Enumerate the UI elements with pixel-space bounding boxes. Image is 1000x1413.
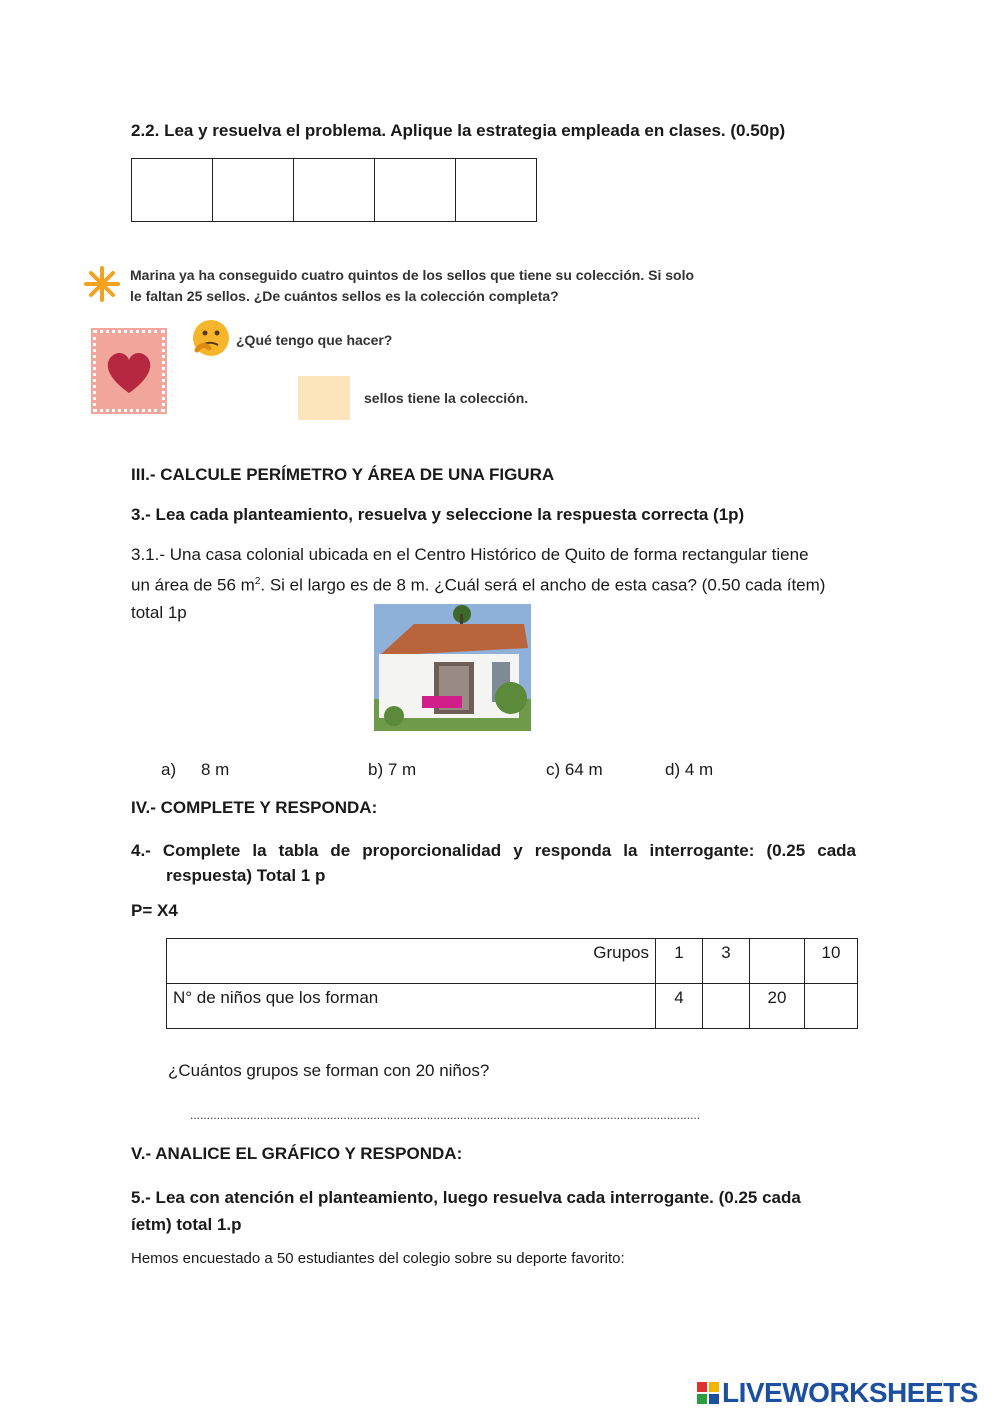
- section-4-title: IV.- COMPLETE Y RESPONDA:: [131, 798, 378, 817]
- answer-box[interactable]: [298, 376, 350, 420]
- table-cell: 4: [656, 984, 703, 1029]
- section-5-instruction-line-1: 5.- Lea con atención el planteamiento, luego resuelva cada interrogante. (0.25 cada: [131, 1188, 801, 1207]
- section-3-title: III.- CALCULE PERÍMETRO Y ÁREA DE UNA FIGURA: [131, 465, 555, 484]
- section-4-instruction-line-2: respuesta) Total 1 p: [166, 866, 326, 885]
- section-4-instruction-line-1: 4.- Complete la tabla de proporcionalidad y responda la interrogante: (0.25 cada: [131, 841, 856, 860]
- strategy-box[interactable]: [456, 159, 536, 221]
- stamp-heart-image: [93, 330, 165, 412]
- table-cell: 20: [750, 984, 805, 1029]
- table-cell-header: N° de niños que los forman: [167, 984, 656, 1029]
- strategy-box[interactable]: [294, 159, 375, 221]
- problem-3-1-part2: . Si el largo es de 8 m. ¿Cuál será el ancho de esta casa? (0.50 cada ítem) total 1p: [131, 575, 826, 622]
- section-3-instruction: 3.- Lea cada planteamiento, resuelva y seleccione la respuesta correcta (1p): [131, 505, 745, 524]
- table-row: [167, 939, 858, 984]
- section-2-2-heading: 2.2. Lea y resuelva el problema. Aplique la estrategia empleada en clases. (0.50p): [131, 121, 786, 140]
- option-a-value[interactable]: 8 m: [201, 760, 230, 779]
- strategy-box[interactable]: [375, 159, 456, 221]
- option-b[interactable]: [368, 756, 416, 783]
- table-row: [167, 984, 858, 1029]
- thinking-face-icon: [193, 320, 229, 356]
- table-cell-blank[interactable]: [805, 984, 858, 1029]
- section-5-title: V.- ANALICE EL GRÁFICO Y RESPONDA:: [131, 1144, 463, 1163]
- table-cell-header: Grupos: [167, 939, 656, 984]
- section-5-instruction-line-2: íetm) total 1.p: [131, 1215, 242, 1234]
- brand-name[interactable]: LIVEWORKSHEETS: [722, 1377, 978, 1408]
- table-cell-blank[interactable]: [703, 984, 750, 1029]
- section-4-instruction: [131, 838, 856, 888]
- formula: P= X4: [131, 901, 178, 920]
- strategy-box[interactable]: [213, 159, 294, 221]
- house-image: [374, 604, 531, 731]
- strategy-boxes: [131, 158, 537, 222]
- problem-text: [130, 265, 750, 307]
- answer-suffix: sellos tiene la colección.: [364, 390, 529, 406]
- option-c[interactable]: [546, 756, 603, 783]
- problem-line-1: Marina ya ha conseguido cuatro quintos de los sellos que tiene su colección. Si solo: [130, 267, 695, 283]
- option-d-letter: d): [665, 760, 681, 779]
- option-d-value: 4 m: [684, 760, 714, 779]
- section-5-instruction: [131, 1184, 801, 1238]
- option-b-letter: b): [368, 760, 384, 779]
- option-c-value: 64 m: [564, 760, 603, 779]
- option-d[interactable]: [665, 756, 713, 783]
- option-a-letter: a): [161, 760, 177, 779]
- problem-3-1-part1: 3.1.- Una casa colonial ubicada en el Centro Histórico de Quito de forma rectangular tiene un área de 56 m: [131, 545, 809, 595]
- table-cell: 3: [703, 939, 750, 984]
- survey-text: Hemos encuestado a 50 estudiantes del colegio sobre su deporte favorito:: [131, 1250, 625, 1267]
- strategy-box[interactable]: [132, 159, 213, 221]
- heart-icon: [96, 333, 162, 409]
- what-to-do-question: ¿Qué tengo que hacer?: [236, 332, 393, 348]
- answer-line[interactable]: .........................................................................................................................................................: [190, 1108, 701, 1122]
- table-cell: 10: [805, 939, 858, 984]
- option-b-value: 7 m: [387, 760, 417, 779]
- liveworksheets-logo-icon: [697, 1382, 719, 1409]
- option-c-letter: c): [546, 760, 561, 779]
- problem-line-2: le faltan 25 sellos. ¿De cuántos sellos es la colección completa?: [130, 288, 559, 304]
- asterisk-icon: [84, 266, 120, 307]
- proportion-table: [166, 938, 858, 1029]
- table-cell-blank[interactable]: [750, 939, 805, 984]
- section-4-question: ¿Cuántos grupos se forman con 20 niños?: [168, 1061, 490, 1080]
- superscript-2: 2: [254, 576, 261, 587]
- table-cell: 1: [656, 939, 703, 984]
